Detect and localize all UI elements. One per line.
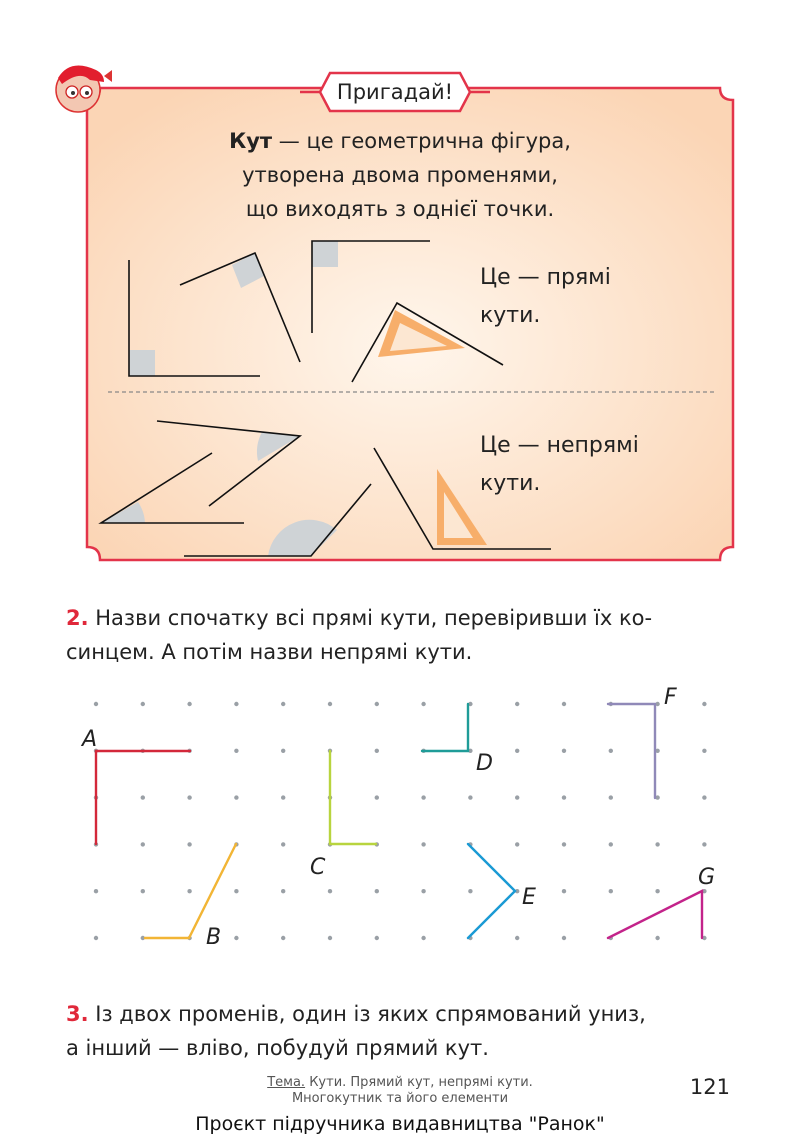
grid-dot xyxy=(187,702,191,706)
grid-dot xyxy=(234,936,238,940)
topic-footer xyxy=(200,1075,600,1107)
grid-dot xyxy=(421,889,425,893)
grid-dot xyxy=(141,842,145,846)
label-a: A xyxy=(82,727,98,752)
label-f: F xyxy=(664,685,677,710)
nonright-angles-line2: кути. xyxy=(480,471,541,496)
grid-dot xyxy=(609,749,613,753)
topic-line2: Многокутник та його елементи xyxy=(291,1091,509,1106)
label-g: G xyxy=(698,865,716,890)
grid-dot xyxy=(562,795,566,799)
grid-dot xyxy=(94,936,98,940)
remember-title: Пригадай! xyxy=(336,80,454,104)
grid-dot xyxy=(702,702,706,706)
grid-dot xyxy=(234,702,238,706)
grid-dot xyxy=(655,842,659,846)
definition-line2: утворена двома променями, xyxy=(242,163,558,187)
grid-dot xyxy=(702,749,706,753)
grid-dot xyxy=(187,842,191,846)
dot-grid-exercise xyxy=(0,680,800,960)
grid-dot xyxy=(421,842,425,846)
grid-dot xyxy=(609,795,613,799)
grid-dot xyxy=(515,936,519,940)
definition-line3: що виходять з однієї точки. xyxy=(245,197,555,221)
grid-dot xyxy=(281,842,285,846)
grid-dot xyxy=(141,889,145,893)
grid-dot xyxy=(515,842,519,846)
grid-dot xyxy=(468,889,472,893)
project-caption: Проєкт підручника видавництва "Ранок" xyxy=(195,1113,605,1135)
grid-dot xyxy=(468,795,472,799)
label-c: C xyxy=(310,855,326,880)
grid-dot xyxy=(655,936,659,940)
grid-dot xyxy=(562,936,566,940)
grid-dot xyxy=(375,889,379,893)
grid-dot xyxy=(281,795,285,799)
angle-f xyxy=(608,704,655,798)
grid-dot xyxy=(515,795,519,799)
grid-dot xyxy=(515,702,519,706)
task-2-line1: Назви спочатку всі прямі кути, перевіривши їх ко- xyxy=(88,606,653,630)
grid-dot xyxy=(421,702,425,706)
grid-dot xyxy=(375,936,379,940)
grid-dot xyxy=(375,749,379,753)
task-3 xyxy=(66,997,738,1065)
grid-dot xyxy=(702,842,706,846)
label-b: B xyxy=(206,925,222,950)
grid-dot xyxy=(562,842,566,846)
angle-d xyxy=(422,704,468,751)
grid-dot xyxy=(328,702,332,706)
angle-c xyxy=(330,751,376,844)
definition-term: Кут xyxy=(229,129,273,153)
grid-dot xyxy=(702,795,706,799)
grid-dot xyxy=(281,749,285,753)
right-angles-note xyxy=(480,259,680,335)
angle-e xyxy=(468,844,515,938)
grid-dot xyxy=(328,889,332,893)
grid-dot xyxy=(562,702,566,706)
grid-dot xyxy=(94,889,98,893)
grid-dot xyxy=(234,749,238,753)
grid-dot xyxy=(421,936,425,940)
grid-dot xyxy=(281,936,285,940)
task-3-line1: Із двох променів, один із яких спрямований униз, xyxy=(88,1002,646,1026)
grid-dots xyxy=(94,702,707,940)
angle-g xyxy=(608,891,702,938)
grid-dot xyxy=(562,889,566,893)
definition-line1: — це геометрична фігура, xyxy=(272,129,571,153)
grid-dot xyxy=(609,842,613,846)
task-3-number: 3. xyxy=(66,1002,89,1026)
grid-dot xyxy=(655,889,659,893)
topic-label: Тема. xyxy=(267,1075,306,1090)
grid-dot xyxy=(375,795,379,799)
right-angles-line2: кути. xyxy=(480,303,541,328)
label-e: E xyxy=(522,885,536,910)
dot-grid-svg xyxy=(0,680,800,960)
grid-dot xyxy=(281,889,285,893)
task-2 xyxy=(66,601,738,669)
grid-dot xyxy=(281,702,285,706)
grid-dot xyxy=(421,795,425,799)
grid-dot xyxy=(234,889,238,893)
grid-dot xyxy=(141,795,145,799)
nonright-angles-line1: Це — непрямі xyxy=(480,433,639,458)
topic-line1: Кути. Прямий кут, непрямі кути. xyxy=(305,1075,533,1090)
grid-dot xyxy=(515,749,519,753)
label-d: D xyxy=(476,751,493,776)
grid-dot xyxy=(375,702,379,706)
grid-dot xyxy=(609,889,613,893)
grid-dot xyxy=(94,702,98,706)
task-3-line2: а інший — вліво, побудуй прямий кут. xyxy=(66,1036,489,1060)
nonright-angles-note xyxy=(480,427,680,503)
task-2-number: 2. xyxy=(66,606,89,630)
grid-dot xyxy=(562,749,566,753)
page-number: 121 xyxy=(689,1075,730,1099)
grid-dot xyxy=(187,889,191,893)
grid-dot xyxy=(187,795,191,799)
grid-dot xyxy=(234,795,238,799)
task-2-line2: синцем. А потім назви непрямі кути. xyxy=(66,640,473,664)
definition-text xyxy=(110,124,690,226)
grid-dot xyxy=(141,702,145,706)
right-angles-line1: Це — прямі xyxy=(480,265,611,290)
grid-dot xyxy=(328,936,332,940)
